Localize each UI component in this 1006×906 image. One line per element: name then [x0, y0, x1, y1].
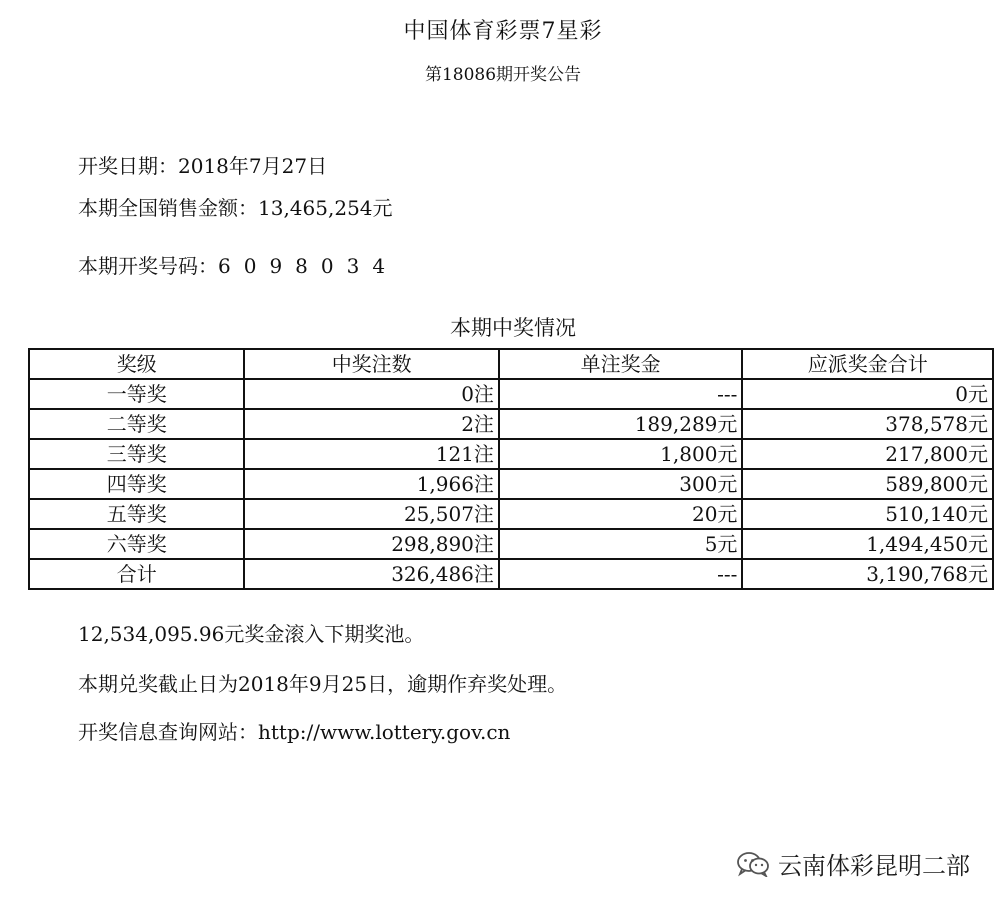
cell-winners: 326,486注	[244, 559, 498, 589]
column-header-level: 奖级	[29, 349, 244, 379]
cell-total: 1,494,450元	[742, 529, 993, 559]
cell-total: 3,190,768元	[742, 559, 993, 589]
cell-level: 三等奖	[29, 439, 244, 469]
cell-total: 217,800元	[742, 439, 993, 469]
prize-table-title: 本期中奖情况	[450, 316, 576, 340]
table-row	[29, 529, 993, 559]
wechat-icon	[736, 851, 770, 877]
cell-level: 一等奖	[29, 379, 244, 409]
table-row	[29, 469, 993, 499]
column-header-prize: 单注奖金	[499, 349, 743, 379]
table-total-row	[29, 559, 993, 589]
page-title: 中国体育彩票7星彩	[403, 19, 603, 44]
sales-value: 13,465,254元	[258, 196, 393, 220]
winning-number-label: 本期开奖号码：	[78, 254, 218, 278]
cell-prize: 5元	[499, 529, 743, 559]
cell-prize: ---	[499, 559, 743, 589]
winning-number-value: 6098034	[218, 254, 399, 278]
website-line	[78, 716, 510, 745]
sales-label: 本期全国销售金额：	[78, 196, 258, 220]
cell-prize: 189,289元	[499, 409, 743, 439]
table-header-row	[29, 349, 993, 379]
website-label: 开奖信息查询网站：	[78, 720, 258, 744]
cell-prize: 1,800元	[499, 439, 743, 469]
table-row	[29, 379, 993, 409]
table-row	[29, 439, 993, 469]
draw-date-value: 2018年7月27日	[178, 154, 328, 178]
column-header-winners: 中奖注数	[244, 349, 498, 379]
sales-line	[78, 192, 393, 221]
website-link[interactable]: http://www.lottery.gov.cn	[258, 720, 511, 744]
table-row	[29, 409, 993, 439]
cell-winners: 25,507注	[244, 499, 498, 529]
rollover-note: 12,534,095.96元奖金滚入下期奖池。	[78, 622, 425, 646]
watermark-text: 云南体彩昆明二部	[778, 852, 970, 880]
watermark	[736, 846, 970, 881]
cell-winners: 0注	[244, 379, 498, 409]
cell-winners: 298,890注	[244, 529, 498, 559]
table-row	[29, 499, 993, 529]
cell-prize: ---	[499, 379, 743, 409]
cell-total: 378,578元	[742, 409, 993, 439]
cell-level: 五等奖	[29, 499, 244, 529]
cell-level: 合计	[29, 559, 244, 589]
cell-total: 510,140元	[742, 499, 993, 529]
cell-prize: 20元	[499, 499, 743, 529]
cell-winners: 121注	[244, 439, 498, 469]
column-header-total: 应派奖金合计	[742, 349, 993, 379]
cell-total: 0元	[742, 379, 993, 409]
cell-winners: 1,966注	[244, 469, 498, 499]
cell-prize: 300元	[499, 469, 743, 499]
cell-winners: 2注	[244, 409, 498, 439]
draw-date-label: 开奖日期：	[78, 154, 178, 178]
winning-number-line	[78, 250, 398, 279]
cell-level: 二等奖	[29, 409, 244, 439]
issue-subtitle: 第18086期开奖公告	[424, 65, 582, 85]
cell-level: 四等奖	[29, 469, 244, 499]
deadline-note: 本期兑奖截止日为2018年9月25日，逾期作弃奖处理。	[78, 672, 568, 696]
draw-date-line	[78, 150, 327, 179]
cell-total: 589,800元	[742, 469, 993, 499]
cell-level: 六等奖	[29, 529, 244, 559]
prize-table	[28, 348, 994, 590]
